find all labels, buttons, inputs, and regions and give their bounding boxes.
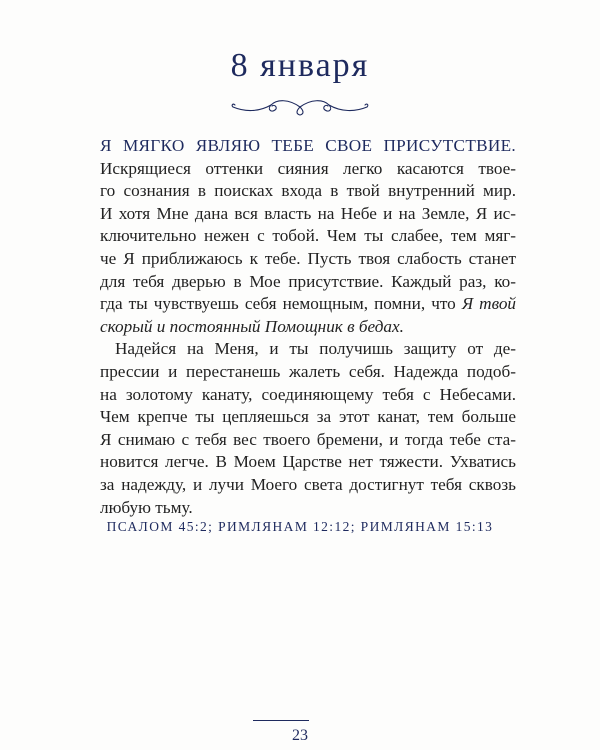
page-number-rule — [253, 720, 309, 721]
text-line-emphasis — [100, 316, 516, 339]
text-line: прессии и перестанешь жалеть себя. Надежда подоб- — [100, 361, 516, 381]
text-line: на золотому канату, соединяющему тебя с Небесами. — [100, 384, 516, 404]
paragraph-lead: Я МЯГКО ЯВЛЯЮ ТЕБЕ СВОЕ ПРИСУТСТВИЕ. — [100, 136, 516, 155]
text-segment: гда ты чувствуешь себя немощным, помни, что — [100, 294, 456, 314]
scripture-references: ПСАЛОМ 45:2; РИМЛЯНАМ 12:12; РИМЛЯНАМ 15:13 — [106, 519, 494, 534]
text-line: го сознания в поисках входа в твой внутренний мир. — [100, 181, 516, 201]
text-line: Чем крепче ты цепляешься за этот канат, тем больше — [100, 407, 516, 427]
ornament-flourish — [229, 96, 371, 118]
text-line: новится легче. В Моем Царстве нет тяжести. Ухватись — [100, 452, 516, 472]
text-line: за надежду, и лучи Моего света достигнут тебя сквозь — [100, 474, 516, 494]
text-line-with-emphasis — [100, 293, 516, 316]
text-line: ключительно нежен с тобой. Чем ты слабее, тем мяг- — [100, 226, 516, 246]
page-number: 23 — [292, 727, 308, 744]
text-line: Я снимаю с тебя вес твоего бремени, и тогда тебе ста- — [100, 429, 516, 449]
text-line: Искрящиеся оттенки сияния легко касаются твое- — [100, 158, 516, 178]
page-title: 8 января — [230, 47, 370, 84]
body-text — [100, 135, 516, 519]
emphasized-quote: скорый и постоянный Помощник в бедах. — [100, 316, 404, 336]
text-line: И хотя Мне дана вся власть на Небе и на Земле, Я ис- — [100, 203, 516, 223]
text-line: любую тьму. — [100, 497, 193, 517]
text-line: че Я приближаюсь к тебе. Пусть твоя слабость станет — [100, 248, 516, 268]
text-line: Надейся на Меня, и ты получишь защиту от де- — [115, 339, 516, 359]
emphasized-quote: Я твой — [461, 294, 517, 314]
text-line: для тебя дверью в Мое присутствие. Каждый раз, ко- — [100, 271, 516, 291]
